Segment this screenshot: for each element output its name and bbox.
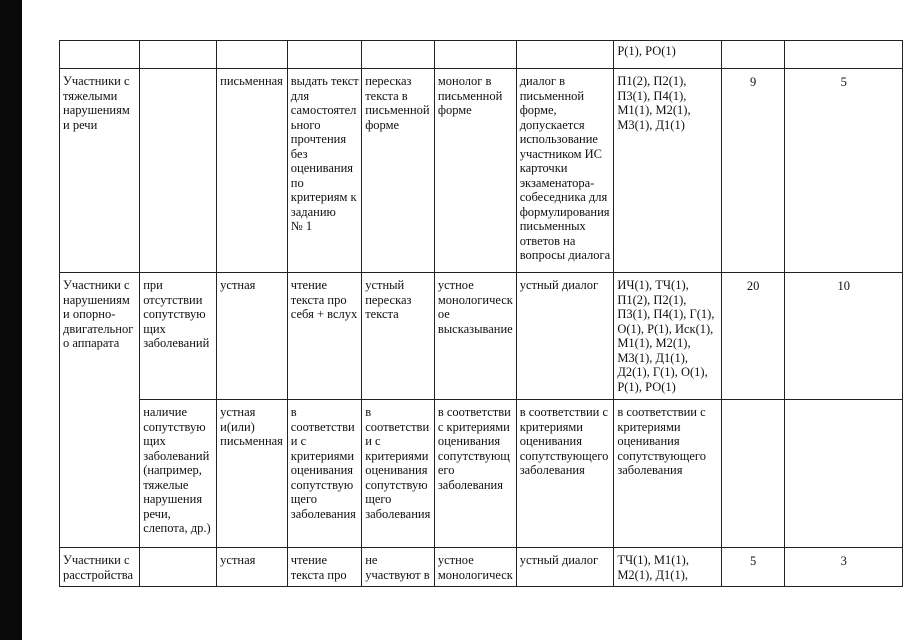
task3-cell: в соответстви с критериями оценивания сопутствующ его заболевания: [434, 400, 516, 548]
task1-cell: чтение текста про: [287, 548, 361, 587]
min-score-cell: [784, 400, 902, 548]
task1-cell: выдать текст для самостоятел ьного прочтения без оценивания по критериям к заданию № 1: [287, 69, 361, 273]
table-row: [60, 69, 903, 273]
task4-cell: устный диалог: [516, 273, 614, 400]
task2-cell: не участвуют в: [362, 548, 435, 587]
exam-form-cell: письменная: [217, 69, 288, 273]
criteria-cell: в соответствии с критериями оценивания сопутствующего заболевания: [614, 400, 721, 548]
table-row: [60, 400, 903, 548]
max-score-cell: 20: [721, 273, 784, 400]
table-cell: [362, 41, 435, 69]
max-score-cell: 5: [721, 548, 784, 587]
assessment-table: [59, 40, 903, 587]
task1-cell: в соответстви и с критериями оценивания сопутствую щего заболевания: [287, 400, 361, 548]
task4-cell: диалог в письменной форме, допускается использование участником ИС карточки экзаменатора-собеседника для формулирования письменных ответов на вопросы диалога: [516, 69, 614, 273]
task2-cell: пересказ текста в письменной форме: [362, 69, 435, 273]
condition-cell: при отсутствии сопутствую щих заболеваний: [140, 273, 217, 400]
min-score-cell: 3: [784, 548, 902, 587]
criteria-cell: Р(1), РО(1): [614, 41, 721, 69]
participant-category-cell: Участники с нарушениям и опорно-двигательног о аппарата: [60, 273, 140, 400]
max-score-cell: 9: [721, 69, 784, 273]
exam-form-cell: устная: [217, 548, 288, 587]
table-cell: [784, 41, 902, 69]
table-cell: [516, 41, 614, 69]
participant-category-cell: Участники с тяжелыми нарушениям и речи: [60, 69, 140, 273]
criteria-cell: ИЧ(1), ТЧ(1), П1(2), П2(1), П3(1), П4(1), Г(1), О(1), Р(1), Иск(1), М1(1), М2(1), М3(1), Д1(1), Д2(1), Г(1), О(1), Р(1), РО(1): [614, 273, 721, 400]
task3-cell: устное монологическ ое высказывание: [434, 273, 516, 400]
task4-cell: в соответствии с критериями оценивания сопутствующего заболевания: [516, 400, 614, 548]
scan-edge-bar: [0, 0, 22, 640]
criteria-cell: ТЧ(1), М1(1), М2(1), Д1(1),: [614, 548, 721, 587]
table-cell: [140, 41, 217, 69]
min-score-cell: 5: [784, 69, 902, 273]
participant-category-cell: Участники с расстройства: [60, 548, 140, 587]
task1-cell: чтение текста про себя + вслух: [287, 273, 361, 400]
condition-cell: [140, 69, 217, 273]
max-score-cell: [721, 400, 784, 548]
exam-form-cell: устная и(или) письменная: [217, 400, 288, 548]
table-cell: [434, 41, 516, 69]
table-cell: [721, 41, 784, 69]
table-row: [60, 273, 903, 400]
table-cell: [287, 41, 361, 69]
task4-cell: устный диалог: [516, 548, 614, 587]
table-cell: [217, 41, 288, 69]
min-score-cell: 10: [784, 273, 902, 400]
table-row: [60, 548, 903, 587]
task3-cell: монолог в письменной форме: [434, 69, 516, 273]
task2-cell: в соответстви и с критериями оценивания сопутствую щего заболевания: [362, 400, 435, 548]
task2-cell: устный пересказ текста: [362, 273, 435, 400]
table-cell: [60, 41, 140, 69]
participant-category-cell: [60, 400, 140, 548]
condition-cell: [140, 548, 217, 587]
table-row: [60, 41, 903, 69]
exam-form-cell: устная: [217, 273, 288, 400]
condition-cell: наличие сопутствую щих заболеваний (например, тяжелые нарушения речи, слепота, др.): [140, 400, 217, 548]
criteria-cell: П1(2), П2(1), П3(1), П4(1), М1(1), М2(1), М3(1), Д1(1): [614, 69, 721, 273]
task3-cell: устное монологическ: [434, 548, 516, 587]
